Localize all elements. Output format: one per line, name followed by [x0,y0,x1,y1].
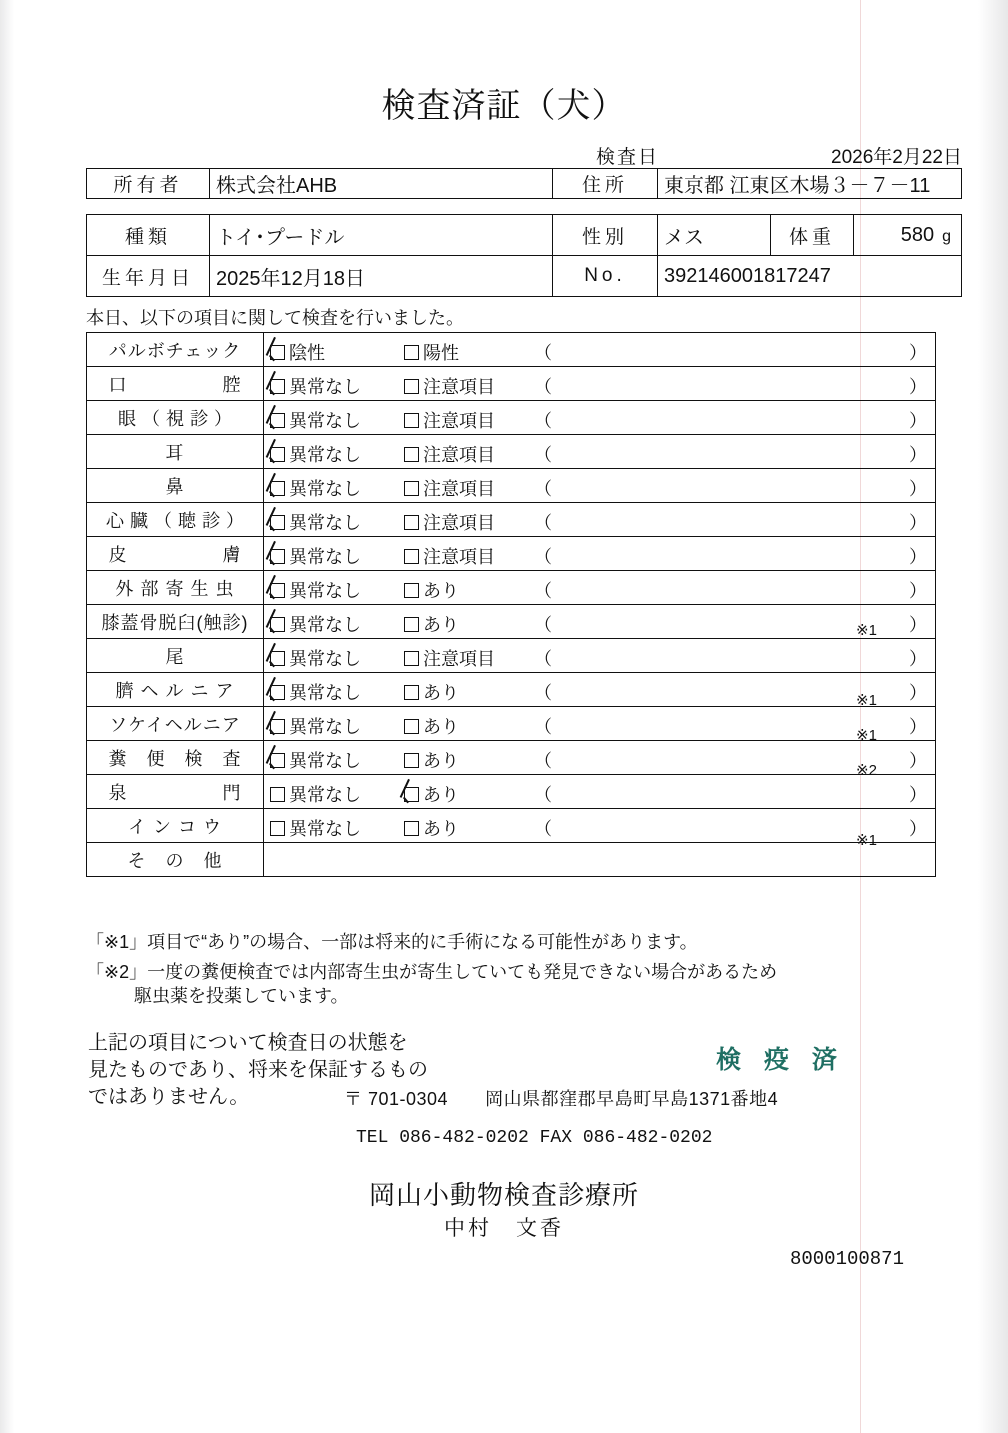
remark-paren-open: （ [534,785,552,805]
remark-paren-close: ） [909,751,927,771]
checklist-item-label: 耳 [87,435,264,469]
owner-label: 所有者 [87,169,210,199]
checklist-item-label: 尾 [87,639,264,673]
checkbox-option-1-label: 異常なし [289,615,361,635]
checklist-item-options [264,809,936,843]
checkbox-icon[interactable] [404,821,419,836]
checkbox-icon[interactable] [270,651,285,666]
checkbox-icon[interactable] [404,549,419,564]
checklist-item-options [264,639,936,673]
checkbox-icon[interactable] [404,481,419,496]
checklist-item-label: 膝蓋骨脱臼(触診) [87,605,264,639]
checkbox-icon[interactable] [404,345,419,360]
table-row [87,503,936,537]
table-row [87,333,936,367]
remark-paren-open: （ [534,377,552,397]
checkbox-option-2-label: 注意項目 [423,377,495,397]
checkbox-icon[interactable] [404,651,419,666]
checkbox-icon[interactable] [270,481,285,496]
checklist-item-options [264,605,936,639]
checkbox-option-2[interactable] [404,577,459,603]
remark-paren-open: （ [534,717,552,737]
address-label: 住所 [553,169,658,199]
checkbox-option-2[interactable] [404,475,495,501]
checkbox-option-2-label: 注意項目 [423,547,495,567]
breed-label: 種類 [87,215,210,256]
no-value: 392146001817247 [658,256,962,297]
footnote-marker: ※1 [856,727,877,744]
checkbox-option-1-label: 異常なし [289,717,361,737]
clinic-name: 岡山小動物検査診療所 [368,1180,639,1210]
checkbox-option-2[interactable] [404,645,495,671]
footnote-marker: ※1 [856,622,877,639]
checklist-item-label: そ の 他 [87,843,264,877]
checkbox-icon[interactable] [270,413,285,428]
checklist-item-options [264,435,936,469]
checklist-item-label: パルボチェック [87,333,264,367]
remark-paren-open: （ [534,819,552,839]
remark-paren-open: （ [534,649,552,669]
checkbox-icon[interactable] [404,753,419,768]
checklist-item-options [264,741,936,775]
checkbox-option-1-label: 陰性 [289,343,325,363]
weight-label: 体重 [771,215,854,256]
checkbox-option-1-label: 異常なし [289,683,361,703]
inspection-date-label: 検査日 [596,147,660,168]
checkbox-icon[interactable] [270,549,285,564]
remark-paren-close: ） [909,717,927,737]
checkbox-option-2[interactable] [404,441,495,467]
checkbox-option-1-label: 異常なし [289,547,361,567]
checkbox-option-2[interactable] [404,611,459,637]
checkbox-option-1-label: 異常なし [289,411,361,431]
checkbox-option-1[interactable] [270,373,361,399]
checklist-item-label: 臍 ヘ ル ニ ア [87,673,264,707]
checkbox-icon[interactable] [404,685,419,700]
birthdate-label: 生年月日 [87,256,210,297]
checklist-item-options [264,469,936,503]
checkbox-icon[interactable] [270,583,285,598]
checkbox-option-1[interactable] [270,611,361,637]
owner-value: 株式会社AHB [210,169,553,199]
remark-paren-close: ） [909,513,927,533]
remark-paren-open: （ [534,615,552,635]
checkbox-option-1[interactable] [270,713,361,739]
quarantine-stamp: 検 疫 済 [716,1046,845,1074]
checkbox-option-2-label: あり [423,615,459,635]
checkbox-icon[interactable] [270,447,285,462]
checkbox-option-1-label: 異常なし [289,819,361,839]
checkbox-option-2[interactable] [404,713,459,739]
checkbox-icon[interactable] [270,685,285,700]
checkbox-icon[interactable] [270,345,285,360]
disclaimer-line-1: 上記の項目について検査日の状態を [88,1032,408,1054]
table-row [87,673,936,707]
remark-paren-open: （ [534,445,552,465]
inspection-date-row [86,142,962,166]
table-row [87,435,936,469]
checkbox-option-1-label: 異常なし [289,649,361,669]
serial-number: 8000100871 [789,1248,904,1270]
checkbox-option-1[interactable] [270,747,361,773]
inspection-date-value: 2026年2月22日 [831,147,962,168]
checkbox-option-2-label: あり [423,751,459,771]
remark-paren-close: ） [909,683,927,703]
checkbox-option-2-label: 注意項目 [423,479,495,499]
breed-value: トイ･プードル [210,215,553,256]
remark-paren-open: （ [534,343,552,363]
checklist-table [86,332,936,877]
checkbox-option-1[interactable] [270,815,361,841]
pet-table [86,214,962,297]
checkbox-option-1[interactable] [270,543,361,569]
checkbox-option-1[interactable] [270,781,361,807]
checklist-item-options [264,843,936,877]
checkbox-option-2-label: あり [423,581,459,601]
clinic-doctor: 中村 文香 [444,1217,564,1240]
checkbox-icon[interactable] [270,821,285,836]
remark-paren-open: （ [534,581,552,601]
birthdate-value: 2025年12月18日 [210,256,553,297]
checklist-item-options [264,503,936,537]
table-row [87,469,936,503]
footnote-2-cont: 駆虫薬を投薬しています。 [134,986,349,1006]
table-row [87,169,962,199]
checkbox-icon[interactable] [270,719,285,734]
table-row [87,741,936,775]
checkbox-option-2-label: 注意項目 [423,411,495,431]
checkbox-icon[interactable] [270,379,285,394]
disclaimer-line-3: ではありません。 [88,1086,250,1108]
table-row [87,215,962,256]
remark-paren-close: ） [909,819,927,839]
checkbox-icon[interactable] [404,413,419,428]
checkbox-option-2[interactable] [404,815,459,841]
table-row [87,707,936,741]
checklist-item-options [264,537,936,571]
checkbox-icon[interactable] [404,617,419,632]
checkbox-option-2-label: 注意項目 [423,513,495,533]
checklist-item-label: 心臓（聴診） [87,503,264,537]
remark-paren-open: （ [534,547,552,567]
checkbox-icon[interactable] [270,515,285,530]
checklist-item-label: 鼻 [87,469,264,503]
checkbox-option-2-label: 陽性 [423,343,459,363]
checkbox-option-2-label: あり [423,683,459,703]
checkbox-option-1-label: 異常なし [289,377,361,397]
remark-paren-close: ） [909,785,927,805]
weight-value: 580 [900,223,935,246]
checkbox-option-1[interactable] [270,339,325,365]
checkbox-icon[interactable] [270,787,285,802]
footnote-1: 「※1」項目で“あり”の場合、一部は将来的に手術になる可能性があります。 [86,932,698,952]
checkbox-option-1-label: 異常なし [289,785,361,805]
checkbox-option-1[interactable] [270,509,361,535]
checkbox-option-2[interactable] [404,543,495,569]
checklist-item-label: ソケイヘルニア [87,707,264,741]
table-row [87,367,936,401]
checkbox-option-1-label: 異常なし [289,479,361,499]
owner-table [86,168,962,199]
sex-value: メス [658,215,771,256]
checkbox-option-1[interactable] [270,577,361,603]
sex-label: 性別 [553,215,658,256]
remark-paren-close: ） [909,649,927,669]
checkbox-icon[interactable] [404,787,419,802]
checkbox-option-2[interactable] [404,407,495,433]
table-row [87,775,936,809]
footnote-2: 「※2」一度の糞便検査では内部寄生虫が寄生していても発見できない場合があるため [86,962,778,982]
checkbox-option-2-label: あり [423,717,459,737]
checkbox-option-2-label: 注意項目 [423,649,495,669]
checkbox-option-2-label: あり [423,819,459,839]
checkbox-icon[interactable] [404,447,419,462]
checkbox-option-2[interactable] [404,373,495,399]
table-row [87,843,936,877]
checkbox-icon[interactable] [404,379,419,394]
remark-paren-close: ） [909,615,927,635]
checkbox-icon[interactable] [404,583,419,598]
table-row [87,605,936,639]
remark-paren-close: ） [909,479,927,499]
checklist-item-options [264,571,936,605]
checklist-item-label: 皮 膚 [87,537,264,571]
disclaimer-line-2: 見たものであり、将来を保証するもの [88,1059,428,1081]
checkbox-option-1-label: 異常なし [289,445,361,465]
checklist-item-options [264,673,936,707]
checkbox-option-1[interactable] [270,441,361,467]
checklist-item-options [264,367,936,401]
checkbox-option-1[interactable] [270,475,361,501]
remark-paren-open: （ [534,513,552,533]
remark-paren-close: ） [909,445,927,465]
checklist-item-label: 外 部 寄 生 虫 [87,571,264,605]
table-row [87,256,962,297]
table-row [87,639,936,673]
checkbox-option-2-label: あり [423,785,459,805]
weight-value-cell [854,215,962,256]
checklist-item-label: 糞 便 検 査 [87,741,264,775]
footnote-marker: ※1 [856,692,877,709]
checkbox-option-1-label: 異常なし [289,751,361,771]
checklist-item-label: イ ン コ ウ [87,809,264,843]
remark-paren-close: ） [909,547,927,567]
checkbox-option-2[interactable] [404,339,459,365]
footnote-marker: ※1 [856,832,877,849]
checkbox-option-2[interactable] [404,747,459,773]
checkbox-icon[interactable] [270,617,285,632]
checkbox-option-2[interactable] [404,781,459,807]
remark-paren-open: （ [534,411,552,431]
remark-paren-close: ） [909,411,927,431]
table-row [87,571,936,605]
checkbox-icon[interactable] [404,719,419,734]
checkbox-option-2[interactable] [404,509,495,535]
checkbox-option-1-label: 異常なし [289,513,361,533]
address-value: 東京都 江東区木場３－７－11 [658,169,962,199]
remark-paren-close: ） [909,377,927,397]
remark-paren-open: （ [534,479,552,499]
no-label: No. [553,256,658,297]
footnote-marker: ※2 [856,762,877,779]
checkbox-option-1[interactable] [270,645,361,671]
checklist-item-options [264,775,936,809]
checklist-item-label: 口 腔 [87,367,264,401]
checklist-item-options [264,707,936,741]
checkbox-option-2[interactable] [404,679,459,705]
inspection-note: 本日、以下の項目に関して検査を行いました。 [86,308,464,328]
checklist-item-options [264,401,936,435]
table-row [87,401,936,435]
checkbox-option-1[interactable] [270,679,361,705]
checkbox-icon[interactable] [270,753,285,768]
remark-paren-open: （ [534,751,552,771]
checkbox-icon[interactable] [404,515,419,530]
checklist-item-options [264,333,936,367]
checkbox-option-2-label: 注意項目 [423,445,495,465]
clinic-tel: TEL 086-482-0202 FAX 086-482-0202 [356,1128,713,1148]
table-row [87,809,936,843]
table-row [87,537,936,571]
checklist-item-label: 眼（視診） [87,401,264,435]
checklist-item-label: 泉 門 [87,775,264,809]
page-title: 検査済証（犬） [381,87,627,125]
clinic-address: 〒 701-0304 岡山県都窪郡早島町早島1371番地4 [344,1089,779,1109]
remark-paren-close: ） [909,343,927,363]
remark-paren-open: （ [534,683,552,703]
remark-paren-close: ） [909,581,927,601]
checkbox-option-1-label: 異常なし [289,581,361,601]
weight-unit: g [942,227,951,245]
checkbox-option-1[interactable] [270,407,361,433]
